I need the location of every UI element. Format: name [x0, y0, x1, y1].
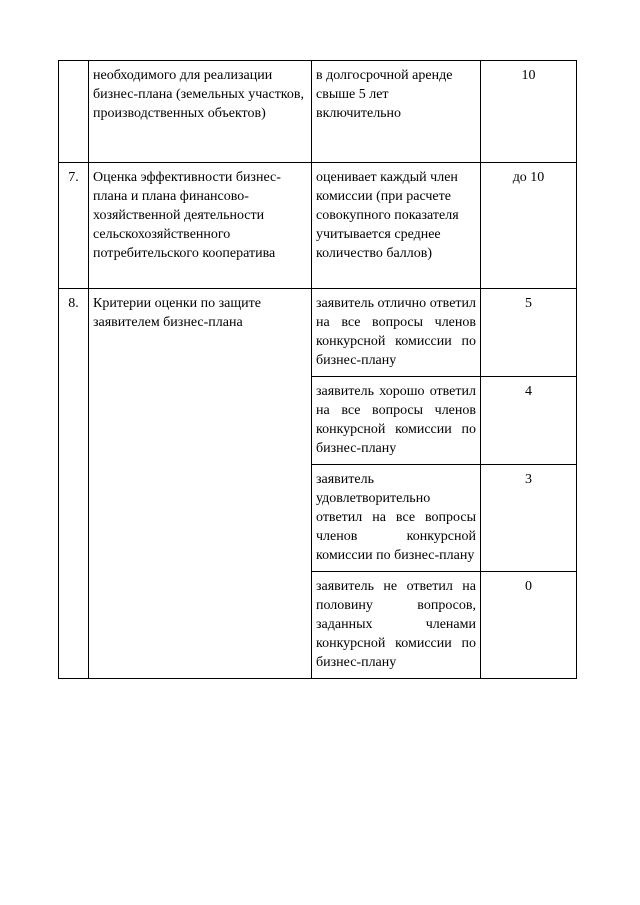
table-row: [59, 289, 577, 377]
row-number: 7.: [59, 163, 89, 289]
row-number: 8.: [59, 289, 89, 679]
condition-cell: в долгосрочной аренде свыше 5 лет включительно: [312, 61, 481, 163]
points-cell: 3: [481, 465, 577, 572]
points-cell: до 10: [481, 163, 577, 289]
evaluation-criteria-table: [58, 60, 577, 679]
criterion-cell: Критерии оценки по защите заявителем бизнес-плана: [89, 289, 312, 679]
table-row: [59, 61, 577, 163]
points-cell: 10: [481, 61, 577, 163]
condition-cell: оценивает каждый член комиссии (при расчете совокупного показателя учитывается среднее количество баллов): [312, 163, 481, 289]
condition-cell: заявитель отлично ответил на все вопросы членов конкурсной комиссии по бизнес-плану: [312, 289, 481, 377]
points-cell: 5: [481, 289, 577, 377]
criterion-cell: необходимого для реализации бизнес-плана (земельных участков, производственных объектов): [89, 61, 312, 163]
condition-cell: заявитель хорошо ответил на все вопросы членов конкурсной комиссии по бизнес-плану: [312, 377, 481, 465]
criterion-cell: Оценка эффективности бизнес-плана и плана финансово-хозяйственной деятельности сельскохозяйственного потребительского кооператива: [89, 163, 312, 289]
table-row: [59, 163, 577, 289]
points-cell: 4: [481, 377, 577, 465]
row-number: [59, 61, 89, 163]
condition-cell: заявитель удовлетворительно ответил на все вопросы членов конкурсной комиссии по бизнес-плану: [312, 465, 481, 572]
points-cell: 0: [481, 572, 577, 679]
condition-cell: заявитель не ответил на половину вопросов, заданных членами конкурсной комиссии по бизнес-плану: [312, 572, 481, 679]
